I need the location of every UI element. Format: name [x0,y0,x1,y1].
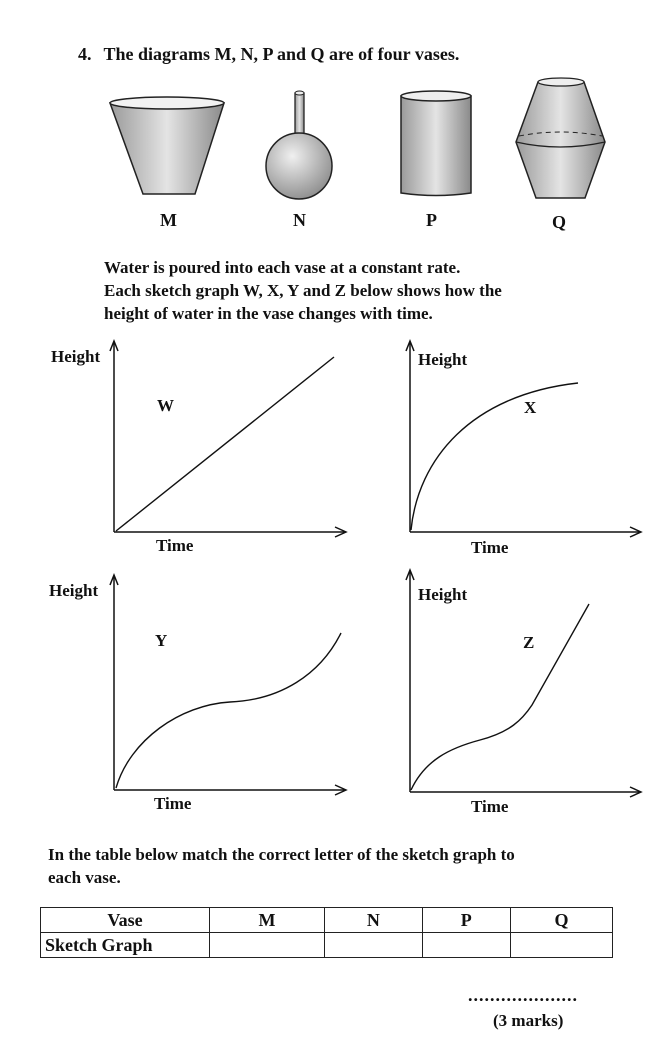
graph-x-letter: X [524,398,537,417]
vase-p-icon [401,91,471,196]
table-answer-row [41,933,613,958]
table-header-label: Vase [41,908,210,933]
table-col-q: Q [511,908,613,933]
matching-table [40,907,613,958]
vase-m-icon [110,97,224,194]
graph-x-y-label: Height [418,350,468,369]
vase-n-icon [266,91,332,199]
graph-y-curve [116,633,341,788]
table-row-label: Sketch Graph [41,933,210,958]
graph-x [406,341,641,537]
graph-y [110,575,346,795]
description-paragraph [104,256,502,325]
table-col-m: M [210,908,325,933]
description-line-2: Each sketch graph W, X, Y and Z below shows how the [104,281,502,300]
table-header-row [41,908,613,933]
description-line-3: height of water in the vase changes with time. [104,304,433,323]
vase-label-m: M [160,210,177,230]
graph-z-x-label: Time [471,797,509,816]
vase-label-p: P [426,210,437,230]
question-text: The diagrams M, N, P and Q are of four vases. [103,44,460,64]
marks-label: (3 marks) [493,1011,564,1030]
graph-x-curve [411,383,578,530]
answer-cell-m[interactable] [210,933,325,958]
answer-cell-q[interactable] [511,933,613,958]
vase-q-icon [516,78,605,198]
answer-cell-p[interactable] [422,933,511,958]
instruction-line-2: each vase. [48,868,121,887]
graph-w-y-label: Height [51,347,101,366]
instruction-line-1: In the table below match the correct letter of the sketch graph to [48,845,515,864]
answer-line: .................... [468,985,578,1005]
graph-z-y-label: Height [418,585,468,604]
question-number: 4. [78,44,92,64]
graph-w [110,341,346,537]
vase-label-n: N [293,210,306,230]
graph-x-x-label: Time [471,538,509,557]
answer-cell-n[interactable] [325,933,422,958]
graph-y-y-label: Height [49,581,99,600]
table-col-p: P [422,908,511,933]
graph-w-x-label: Time [156,536,194,555]
graph-w-curve [116,357,334,531]
table-col-n: N [325,908,422,933]
vase-label-q: Q [552,212,567,232]
graph-y-letter: Y [155,631,168,650]
description-line-1: Water is poured into each vase at a constant rate. [104,258,461,277]
graph-z-letter: Z [523,633,535,652]
instruction-paragraph [48,843,515,889]
graph-y-x-label: Time [154,794,192,813]
graph-w-letter: W [157,396,174,415]
graph-z-curve [411,604,589,790]
